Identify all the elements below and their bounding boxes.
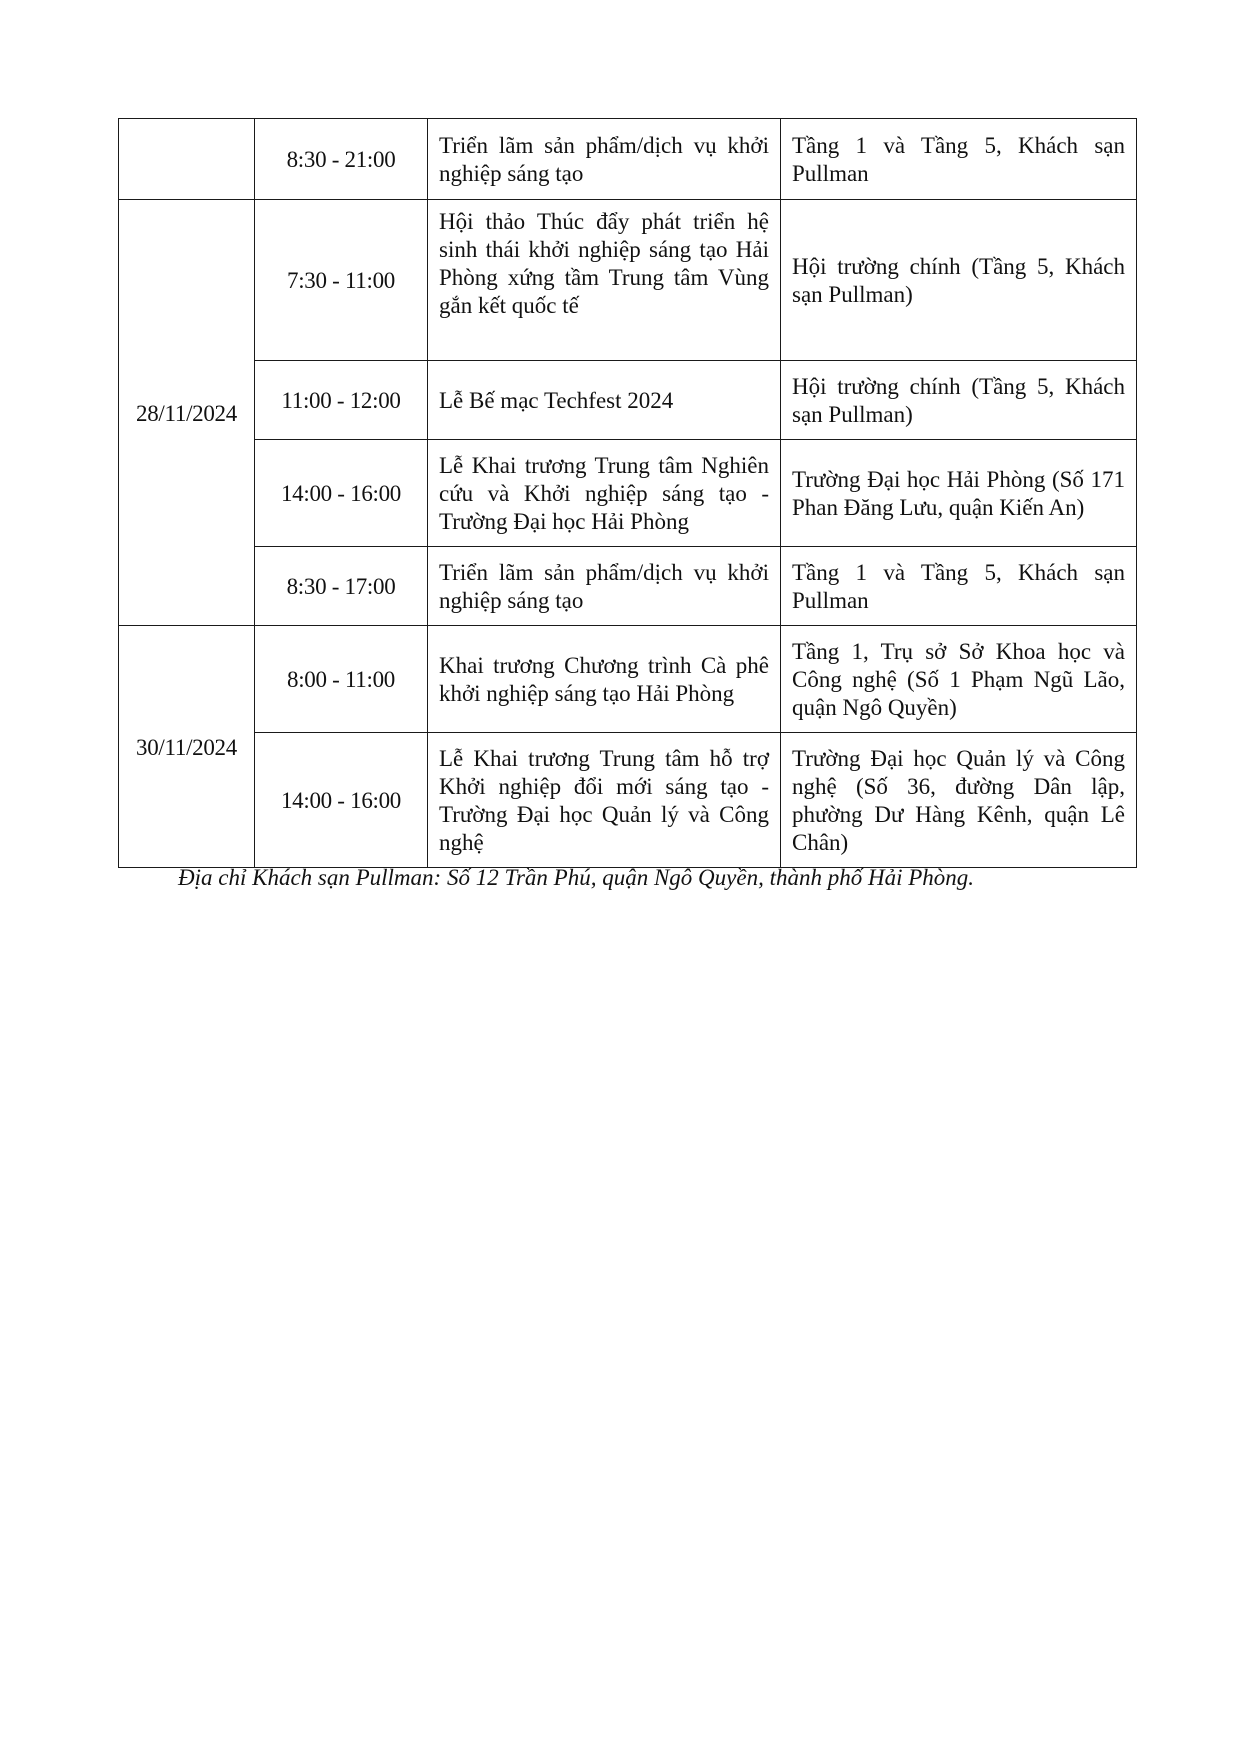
time-cell: 7:30 - 11:00 <box>255 200 428 361</box>
event-cell <box>428 200 781 361</box>
table-row <box>119 626 1137 733</box>
location-text: Trường Đại học Quản lý và Công nghệ (Số 36, đường Dân lập, phường Dư Hàng Kênh, quận Lê Chân) <box>792 746 1125 855</box>
location-text: Tầng 1 và Tầng 5, Khách sạn Pullman <box>792 560 1125 613</box>
event-text: Triển lãm sản phẩm/dịch vụ khởi nghiệp sáng tạo <box>439 133 769 186</box>
location-cell <box>781 440 1137 547</box>
event-cell <box>428 733 781 868</box>
time-cell: 8:00 - 11:00 <box>255 626 428 733</box>
location-cell <box>781 733 1137 868</box>
event-text: Hội thảo Thúc đẩy phát triển hệ sinh thái khởi nghiệp sáng tạo Hải Phòng xứng tầm Trung tâm Vùng gắn kết quốc tế <box>439 209 769 318</box>
location-cell <box>781 547 1137 626</box>
location-cell <box>781 626 1137 733</box>
location-text: Trường Đại học Hải Phòng (Số 171 Phan Đăng Lưu, quận Kiến An) <box>792 467 1125 520</box>
time-cell: 14:00 - 16:00 <box>255 733 428 868</box>
time-cell: 8:30 - 17:00 <box>255 547 428 626</box>
event-text: Khai trương Chương trình Cà phê khởi nghiệp sáng tạo Hải Phòng <box>439 653 769 706</box>
location-text: Hội trường chính (Tầng 5, Khách sạn Pullman) <box>792 254 1125 307</box>
event-cell <box>428 119 781 200</box>
location-text: Tầng 1 và Tầng 5, Khách sạn Pullman <box>792 133 1125 186</box>
event-text: Lễ Khai trương Trung tâm hỗ trợ Khởi nghiệp đổi mới sáng tạo - Trường Đại học Quản lý và Công nghệ <box>439 746 769 855</box>
time-cell: 14:00 - 16:00 <box>255 440 428 547</box>
table-row <box>119 547 1137 626</box>
event-cell <box>428 626 781 733</box>
event-cell <box>428 440 781 547</box>
location-text: Hội trường chính (Tầng 5, Khách sạn Pullman) <box>792 374 1125 427</box>
event-text: Lễ Bế mạc Techfest 2024 <box>439 388 674 413</box>
event-text: Lễ Khai trương Trung tâm Nghiên cứu và Khởi nghiệp sáng tạo - Trường Đại học Hải Phòng <box>439 453 769 534</box>
table-row <box>119 200 1137 361</box>
location-cell <box>781 119 1137 200</box>
table-row <box>119 733 1137 868</box>
location-text: Tầng 1, Trụ sở Sở Khoa học và Công nghệ (Số 1 Phạm Ngũ Lão, quận Ngô Quyền) <box>792 639 1125 720</box>
date-cell: 28/11/2024 <box>119 200 255 626</box>
event-schedule-table <box>118 118 1137 868</box>
location-cell <box>781 200 1137 361</box>
date-cell: 30/11/2024 <box>119 626 255 868</box>
table-row <box>119 440 1137 547</box>
time-cell: 11:00 - 12:00 <box>255 361 428 440</box>
table-row <box>119 119 1137 200</box>
event-text: Triển lãm sản phẩm/dịch vụ khởi nghiệp sáng tạo <box>439 560 769 613</box>
table-row <box>119 361 1137 440</box>
event-cell <box>428 361 781 440</box>
date-cell <box>119 119 255 200</box>
time-cell: 8:30 - 21:00 <box>255 119 428 200</box>
location-cell <box>781 361 1137 440</box>
event-cell <box>428 547 781 626</box>
hotel-address-note: Địa chỉ Khách sạn Pullman: Số 12 Trần Phú, quận Ngô Quyền, thành phố Hải Phòng. <box>178 865 975 890</box>
